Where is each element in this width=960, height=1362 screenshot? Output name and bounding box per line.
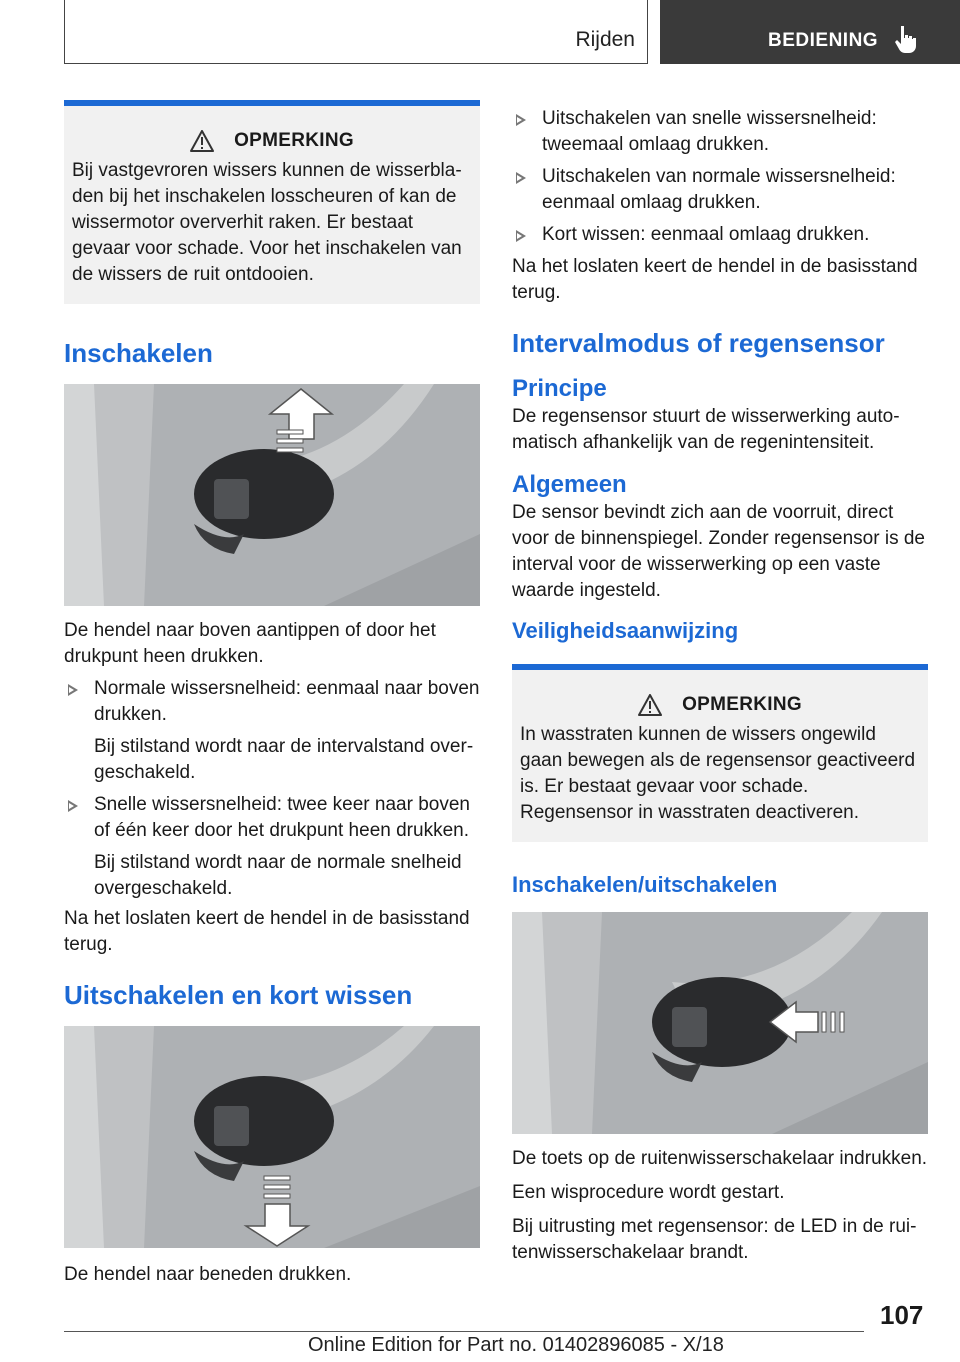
wiper-lever-down-image (64, 1026, 480, 1248)
left-column (64, 100, 480, 1288)
wiper-lever-up-image (64, 384, 480, 606)
triangle-bullet-icon (68, 684, 78, 696)
header-section-title: Rijden (575, 28, 635, 51)
right-column (512, 106, 928, 1266)
paragraph-release-right: Na het loslaten keert de hendel in de basisstand terug. (512, 256, 918, 303)
speed-bullet-list (64, 676, 480, 902)
header-chapter-title: BEDIENING (768, 30, 879, 51)
warning-triangle-icon (638, 694, 662, 716)
list-item (512, 222, 928, 248)
triangle-bullet-icon (68, 800, 78, 812)
triangle-bullet-icon (516, 114, 526, 126)
paragraph-release: Na het loslaten keert de hendel in de basisstand terug. (64, 908, 470, 955)
paragraph-wipe-started: Een wisprocedure wordt gestart. (512, 1182, 785, 1203)
hand-pointer-icon (892, 24, 922, 54)
header-chapter-tab (660, 0, 960, 64)
notice-box-carwash (512, 664, 928, 842)
heading-inschakelen: Inschakelen (64, 338, 213, 368)
bullet-text: Kort wissen: eenmaal omlaag drukken. (542, 224, 870, 245)
heading-principe: Principe (512, 375, 607, 402)
paragraph-lever-down: De hendel naar beneden drukken. (64, 1264, 352, 1285)
bullet-text: Uitschakelen van normale wissersnelheid: eenmaal omlaag drukken. (542, 166, 896, 213)
notice-title: OPMERKING (234, 130, 354, 151)
header-section-tab (64, 0, 648, 64)
heading-inschakelen-uitschakelen: Inschakelen/uitschakelen (512, 872, 778, 897)
bullet-text: Snelle wissersnelheid: twee keer naar boven of één keer door het drukpunt heen drukken. (94, 794, 470, 841)
page-number: 107 (880, 1300, 924, 1330)
footer-divider (64, 1331, 864, 1332)
bullet-text: Normale wissersnelheid: eenmaal naar boven drukken. (94, 678, 480, 725)
paragraph-led: Bij uitrusting met regensensor: de LED in de ruitenwisserschakelaar brandt. (512, 1216, 917, 1263)
footer-edition: Online Edition for Part no. 01402896085 - X/18 (308, 1334, 724, 1356)
list-item (512, 106, 928, 158)
triangle-bullet-icon (516, 172, 526, 184)
switch-off-bullet-list (512, 106, 928, 248)
heading-algemeen: Algemeen (512, 471, 627, 498)
bullet-subtext: Bij stilstand wordt naar de intervalstand overgeschakeld. (94, 736, 474, 783)
list-item (64, 676, 480, 786)
list-item (64, 792, 480, 902)
bullet-subtext: Bij stilstand wordt naar de normale snelheid overgeschakeld. (94, 852, 462, 899)
bullet-text: Uitschakelen van snelle wissersnelheid: tweemaal omlaag drukken. (542, 108, 877, 155)
paragraph-button-press: De toets op de ruitenwisserschakelaar indrukken. (512, 1148, 928, 1169)
warning-triangle-icon (190, 130, 214, 152)
triangle-bullet-icon (516, 230, 526, 242)
notice-title: OPMERKING (682, 694, 802, 715)
heading-interval: Intervalmodus of regensensor (512, 328, 885, 358)
notice-text: Bij vastgevroren wissers kunnen de wisserbladen bij het inschakelen losscheuren of kan de wissermotor oververhit raken. Er bestaat gevaar voor schade. Voor het inschakelen van de wissers de ruit ontdooien. (72, 160, 462, 285)
heading-uitschakelen: Uitschakelen en kort wissen (64, 980, 413, 1010)
paragraph-lever-up: De hendel naar boven aantippen of door het drukpunt heen drukken. (64, 620, 436, 667)
heading-veiligheid: Veiligheidsaanwijzing (512, 618, 739, 643)
paragraph-algemeen: De sensor bevindt zich aan de voorruit, direct voor de binnenspiegel. Zonder regensensor is de interval voor de wisserwerking op een vaste waarde ingesteld. (512, 502, 925, 601)
notice-box-frozen-wipers (64, 100, 480, 304)
list-item (512, 164, 928, 216)
notice-text: In wasstraten kunnen de wissers ongewild gaan bewegen als de regensensor geactiveerd is. Er bestaat gevaar voor schade. Regensensor in wasstraten deactiveren. (520, 724, 916, 823)
paragraph-principe: De regensensor stuurt de wisserwerking automatisch afhankelijk van de regenintensiteit. (512, 406, 900, 453)
wiper-switch-button-image (512, 912, 928, 1134)
